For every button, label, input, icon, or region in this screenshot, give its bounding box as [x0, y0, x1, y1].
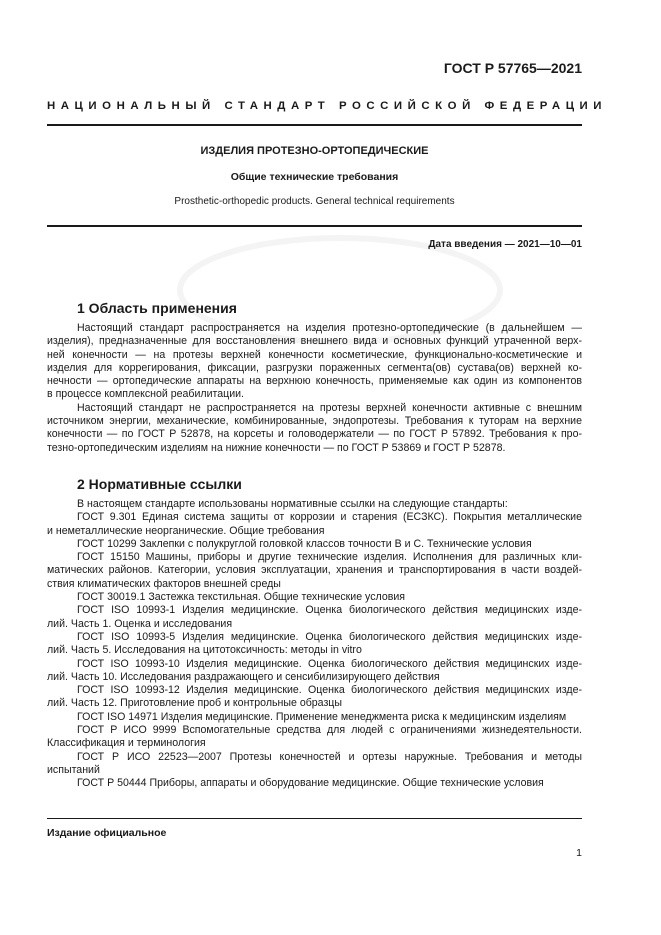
page-number: 1	[576, 847, 582, 859]
text-line: ГОСТ Р ИСО 9999 Вспомогательные средства для людей с ограничениями жизнедеятельности.	[77, 724, 582, 737]
text-line: ГОСТ ISO 10993-12 Изделия медицинские. Оценка биологического действия медицинских изде-	[77, 684, 582, 697]
text-line: Настоящий стандарт не распространяется на протезы верхней конечности активные с внешним	[77, 401, 582, 414]
text-line: ГОСТ ISO 14971 Изделия медицинские. Применение менеджмента риска к медицинским изделиям	[77, 710, 567, 723]
text-line: испытаний	[47, 763, 100, 776]
english-title: Prosthetic-orthopedic products. General technical requirements	[174, 196, 455, 207]
title-rule	[47, 225, 582, 227]
text-line: Классификация и терминология	[47, 737, 206, 750]
text-line: ГОСТ Р ИСО 22523—2007 Протезы конечностей и ортезы наружные. Требования и методы	[77, 750, 582, 763]
footer-rule	[47, 818, 582, 819]
text-line: ГОСТ ISO 10993-10 Изделия медицинские. Оценка биологического действия медицинских изде-	[77, 657, 582, 670]
effective-date: Дата введения — 2021—10—01	[428, 239, 582, 250]
header-rule	[47, 124, 582, 126]
text-line: ствия климатических факторов внешней среды	[47, 577, 281, 590]
text-line: источником энергии, механические, комбинированные, эндопротезы. Требования к туторам на верхние	[47, 415, 582, 428]
official-edition-label: Издание официальное	[47, 827, 167, 839]
text-line: конечности — по ГОСТ Р 52878, на корсеты и головодержатели — по ГОСТ Р 57892. Требования к про-	[47, 428, 582, 441]
text-line: тезно-ортопедическим изделиям на нижние конечности — по ГОСТ Р 53869 и ГОСТ Р 52878.	[47, 441, 506, 454]
section-2-body	[47, 498, 582, 791]
text-line: ГОСТ 10299 Заклепки с полукруглой головкой классов точности В и С. Технические условия	[77, 537, 532, 550]
text-line: ГОСТ ISO 10993-1 Изделия медицинские. Оценка биологического действия медицинских изде-	[77, 604, 582, 617]
text-line: ней конечности — на протезы верхней конечности косметические, функционально-косметические и	[47, 348, 582, 361]
text-line: в процессе комплексной реабилитации.	[47, 388, 244, 401]
section-1-heading: 1 Область применения	[77, 300, 237, 316]
text-line: лий. Часть 12. Приготовление проб и контрольные образцы	[47, 697, 342, 710]
text-line: ГОСТ 9.301 Единая система защиты от коррозии и старения (ЕСЗКС). Покрытия металлические	[77, 511, 582, 524]
document-subtitle: Общие технические требования	[230, 171, 399, 183]
section-1-body	[47, 322, 582, 455]
text-line: ГОСТ 30019.1 Застежка текстильная. Общие технические условия	[77, 591, 406, 604]
text-line: В настоящем стандарте использованы нормативные ссылки на следующие стандарты:	[77, 498, 508, 510]
document-title: ИЗДЕЛИЯ ПРОТЕЗНО-ОРТОПЕДИЧЕСКИЕ	[200, 145, 429, 157]
text-line: ГОСТ ISO 10993-5 Изделия медицинские. Оценка биологического действия медицинских изде-	[77, 630, 582, 643]
text-line: матических районов. Категории, условия эксплуатации, хранения и транспортирования в части воздей-	[47, 564, 582, 577]
text-line: изделия для коррегирования, фиксации, разгрузки пораженных сегмента(ов) сустава(ов) верхней ко-	[47, 361, 582, 374]
section-2-heading: 2 Нормативные ссылки	[77, 476, 242, 492]
text-line: ГОСТ 15150 Машины, приборы и другие технические изделия. Исполнения для различных кли-	[77, 551, 582, 564]
standard-number: ГОСТ Р 57765—2021	[443, 60, 582, 76]
text-line: и неметаллические неорганические. Общие требования	[47, 524, 325, 537]
national-standard-banner: НАЦИОНАЛЬНЫЙ СТАНДАРТ РОССИЙСКОЙ ФЕДЕРАЦИИ	[47, 100, 608, 112]
text-line: нечности — ортопедические аппараты на верхнюю конечность, применяемые как один из компонентов	[47, 375, 582, 388]
text-line: ГОСТ Р 50444 Приборы, аппараты и оборудование медицинские. Общие технические условия	[77, 777, 544, 790]
text-line: изделия), предназначенные для восстановления внешнего вида и основных функций утраченной верх-	[47, 335, 582, 348]
text-line: лий. Часть 5. Исследования на цитотоксичность: методы in vitro	[47, 644, 362, 657]
text-line: Настоящий стандарт распространяется на изделия протезно-ортопедические (в дальнейшем —	[77, 322, 582, 334]
text-line: лий. Часть 1. Оценка и исследования	[47, 617, 233, 630]
text-line: лий. Часть 10. Исследования раздражающего и сенсибилизирующего действия	[47, 670, 440, 683]
